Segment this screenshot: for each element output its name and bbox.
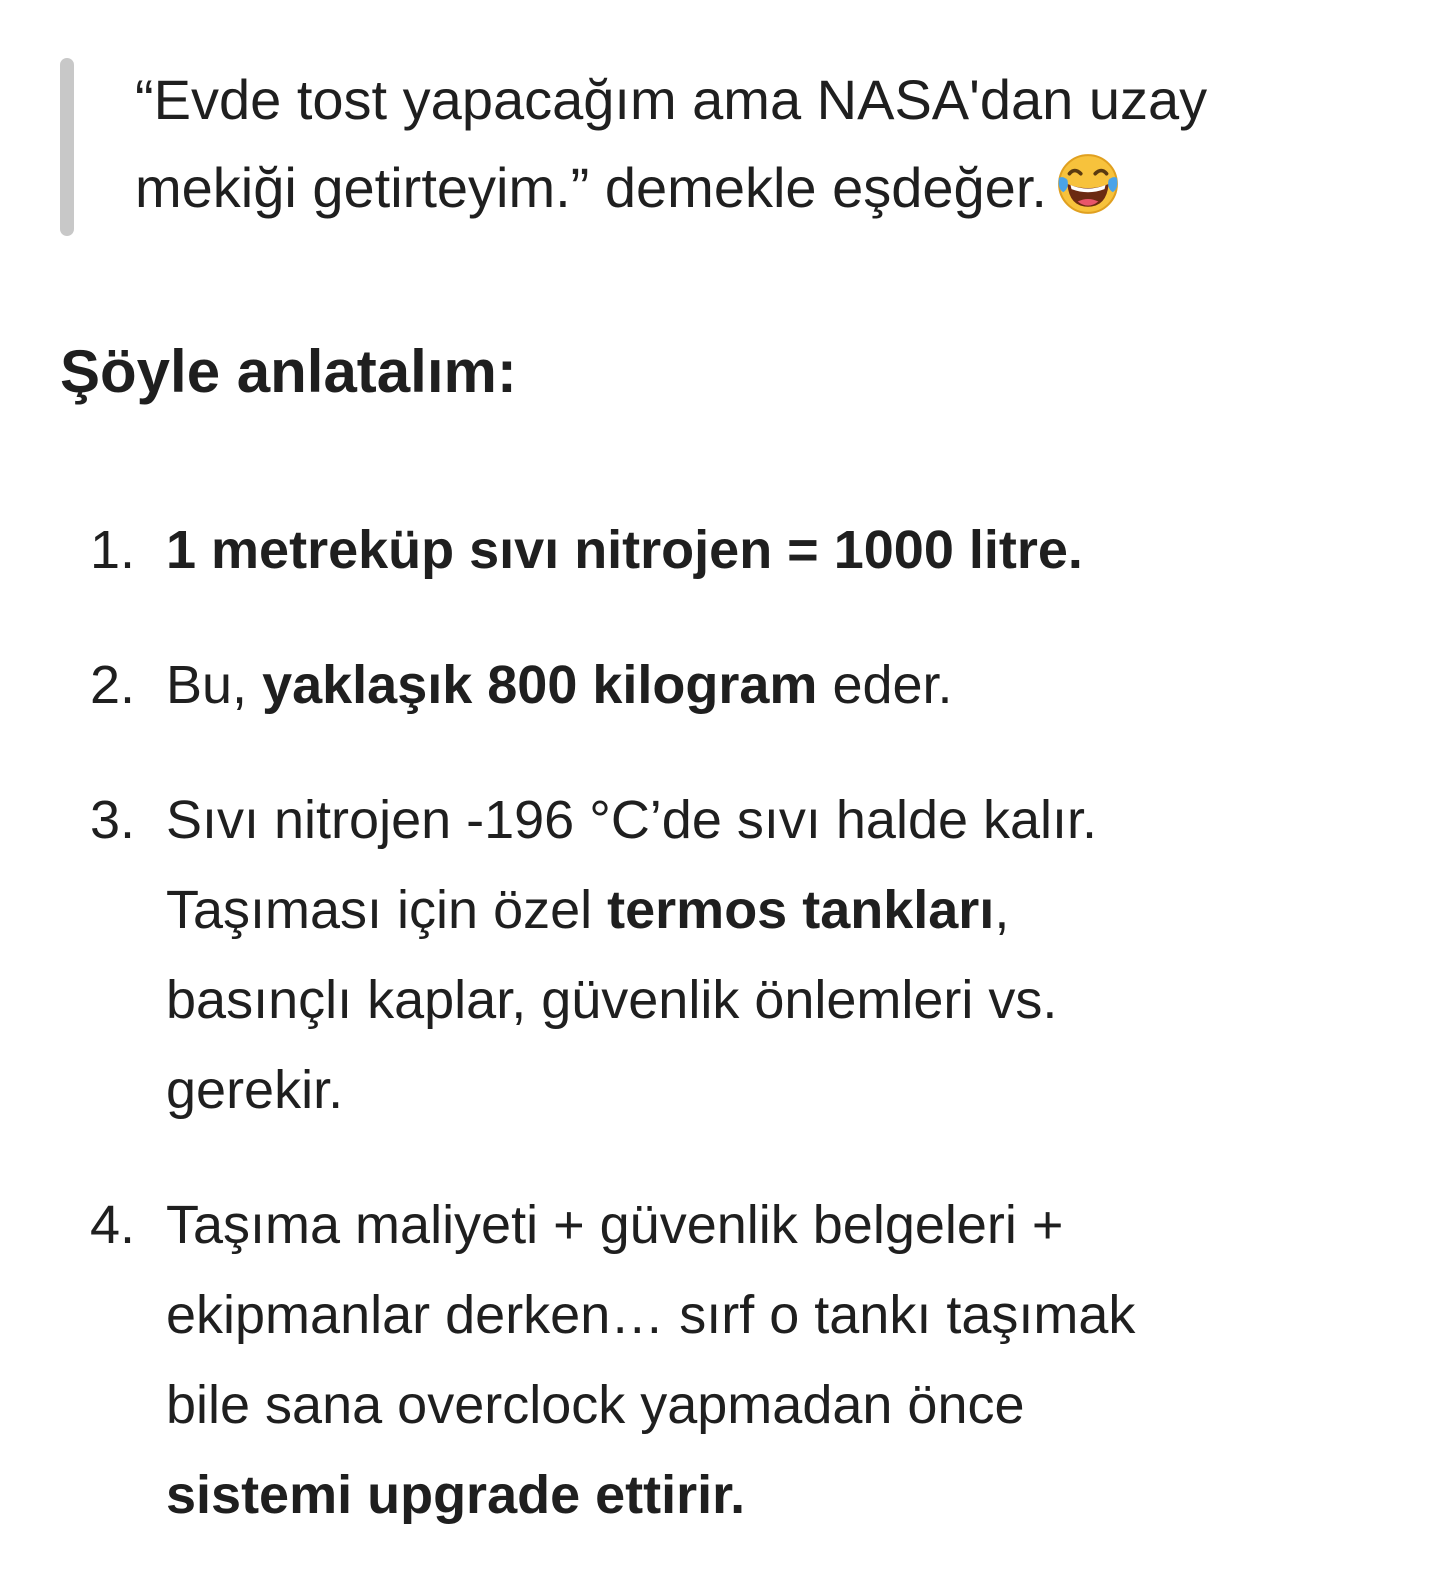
list-item-text: Sıvı nitrojen -196 °C’de sıvı halde kalır. Taşıması için özel termos tankları, basınçlı kaplar, güvenlik önlemleri vs. gerekir. — [166, 790, 1098, 1120]
blockquote-text — [135, 56, 1350, 232]
list-item-text: Taşıma maliyeti + güvenlik belgeleri + ekipmanlar derken… sırf o tankı taşımak bile sana overclock yapmadan önce sistemi upgrade ettirir. — [166, 1195, 1136, 1525]
list-item-number: 2. — [90, 655, 136, 715]
list-item-text: 1 metreküp sıvı nitrojen = 1000 litre. — [166, 520, 1083, 580]
section-heading: Şöyle anlatalım: — [60, 338, 517, 405]
face-with-tears-of-joy-icon — [1055, 151, 1121, 217]
list-item-number: 1. — [90, 520, 136, 580]
list-item-number: 3. — [90, 790, 136, 850]
list-item-number: 4. — [90, 1195, 136, 1255]
quote-line-1: “Evde tost yapacağım ama NASA'dan uzay — [135, 68, 1208, 131]
quote-line-2: mekiği getirteyim.” demekle eşdeğer. — [135, 144, 1350, 232]
blockquote-bar — [60, 58, 74, 236]
list-item-text: Bu, yaklaşık 800 kilogram eder. — [166, 655, 953, 715]
